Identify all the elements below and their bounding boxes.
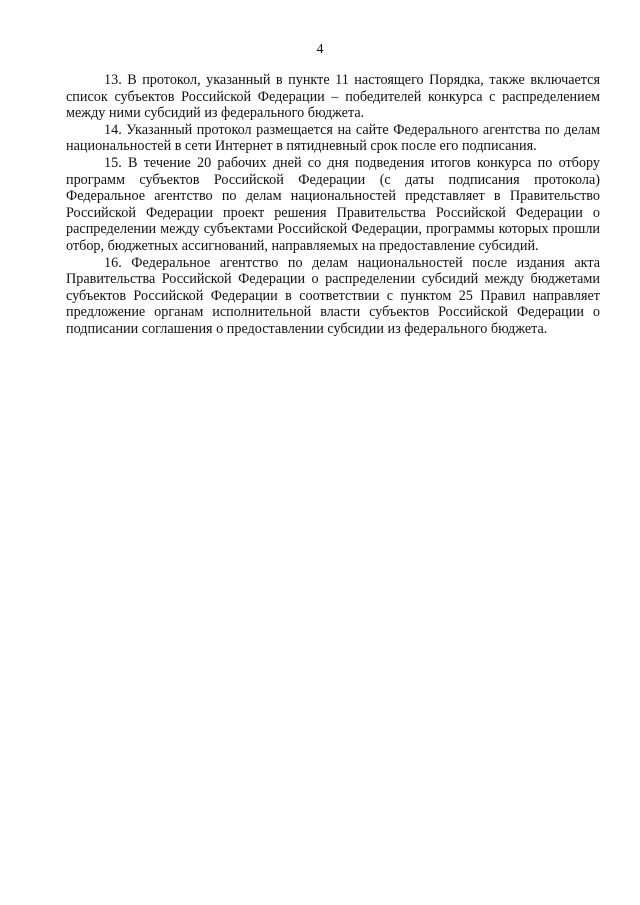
paragraph-16: 16. Федеральное агентство по делам национальностей после издания акта Правительства Российской Федерации о распределении субсидий между бюджетами субъектов Российской Федерации в соответствии с пунктом 25 Правил направляет предложение органам исполнительной власти субъектов Российской Федерации о подписании соглашения о предоставлении субсидии из федерального бюджета. (66, 254, 600, 337)
document-body (66, 72, 600, 338)
paragraph-13: 13. В протокол, указанный в пункте 11 настоящего Порядка, также включается список субъектов Российской Федерации – победителей конкурса с распределением между ними субсидий из федерального бюджета. (66, 72, 600, 122)
paragraph-15: 15. В течение 20 рабочих дней со дня подведения итогов конкурса по отбору программ субъектов Российской Федерации (с даты подписания протокола) Федеральное агентство по делам национальностей представляет в Правительство Российской Федерации проект решения Правительства Российской Федерации о распределении между субъектами Российской Федерации, программы которых прошли отбор, бюджетных ассигнований, направляемых на предоставление субсидий. (66, 154, 600, 254)
page-number: 4 (316, 42, 324, 57)
paragraph-14: 14. Указанный протокол размещается на сайте Федерального агентства по делам национальностей в сети Интернет в пятидневный срок после его подписания. (66, 121, 600, 155)
